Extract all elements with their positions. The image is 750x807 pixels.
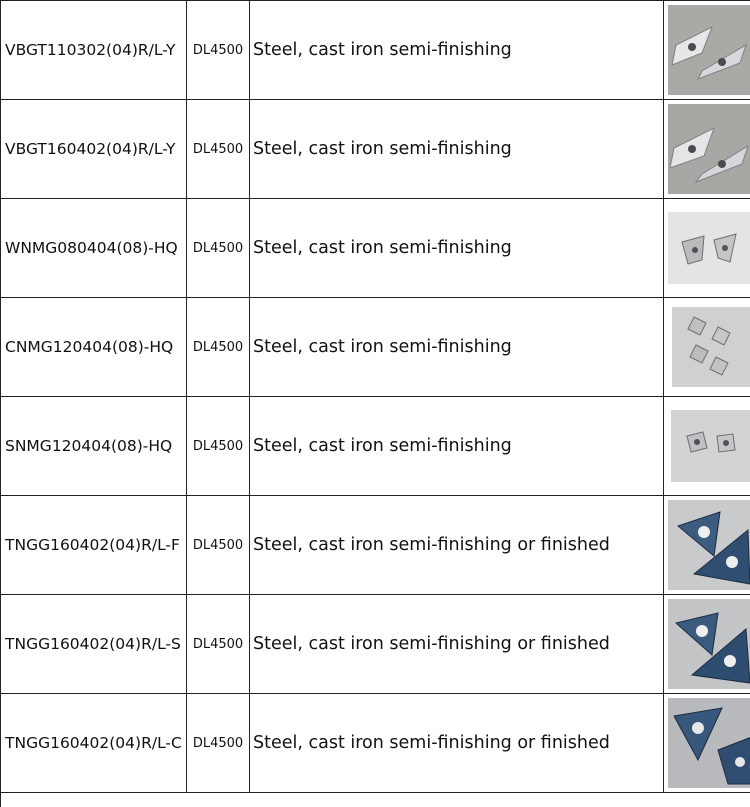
table-row: [1, 496, 750, 595]
product-code: VBGT110302(04)R/L-Y: [1, 1, 187, 100]
application: Steel, cast iron semi-finishing or finished: [250, 694, 664, 793]
application: Steel, cast iron semi-finishing: [250, 298, 664, 397]
grade: DL4500: [187, 199, 250, 298]
table-row: [1, 694, 750, 793]
table-row: [1, 199, 750, 298]
wnmg-insert-photo: [668, 212, 750, 284]
snmg-insert-photo: [671, 410, 750, 482]
grade: DL4500: [187, 496, 250, 595]
application: Steel, cast iron semi-finishing or finished: [250, 595, 664, 694]
grade: DL4500: [187, 694, 250, 793]
vbgt-insert-photo: [668, 104, 750, 194]
product-code: TNGG160402(04)R/L-C: [1, 694, 187, 793]
insert-photo-cell: [664, 199, 750, 298]
table-row: [1, 595, 750, 694]
table-row: [1, 1, 750, 100]
grade: DL4500: [187, 595, 250, 694]
table-row: [1, 397, 750, 496]
insert-photo-cell: [664, 397, 750, 496]
grade: DL4500: [187, 298, 250, 397]
product-code: VBGT160402(04)R/L-Y: [1, 100, 187, 199]
product-code: CNMG120404(08)-HQ: [1, 298, 187, 397]
grade: DL4500: [187, 100, 250, 199]
product-code: SNMG120404(08)-HQ: [1, 397, 187, 496]
insert-photo-cell: [664, 595, 750, 694]
product-code: TNGG160402(04)R/L-F: [1, 496, 187, 595]
table-row: [1, 298, 750, 397]
cnmg-insert-photo: [672, 307, 750, 387]
table-row: [1, 100, 750, 199]
product-code: TNGG160402(04)R/L-S: [1, 595, 187, 694]
table-tail: [1, 793, 750, 807]
insert-photo-cell: [664, 496, 750, 595]
application: Steel, cast iron semi-finishing or finished: [250, 496, 664, 595]
tngg-insert-photo: [668, 599, 750, 689]
tngg-insert-photo: [668, 500, 750, 590]
tngg-insert-photo: [668, 698, 750, 788]
insert-photo-cell: [664, 1, 750, 100]
insert-photo-cell: [664, 298, 750, 397]
grade: DL4500: [187, 1, 250, 100]
application: Steel, cast iron semi-finishing: [250, 1, 664, 100]
application: Steel, cast iron semi-finishing: [250, 199, 664, 298]
grade: DL4500: [187, 397, 250, 496]
vbgt-insert-photo: [668, 5, 750, 95]
application: Steel, cast iron semi-finishing: [250, 397, 664, 496]
product-code: WNMG080404(08)-HQ: [1, 199, 187, 298]
application: Steel, cast iron semi-finishing: [250, 100, 664, 199]
insert-photo-cell: [664, 100, 750, 199]
insert-photo-cell: [664, 694, 750, 793]
table-tail-cell: [1, 793, 750, 807]
